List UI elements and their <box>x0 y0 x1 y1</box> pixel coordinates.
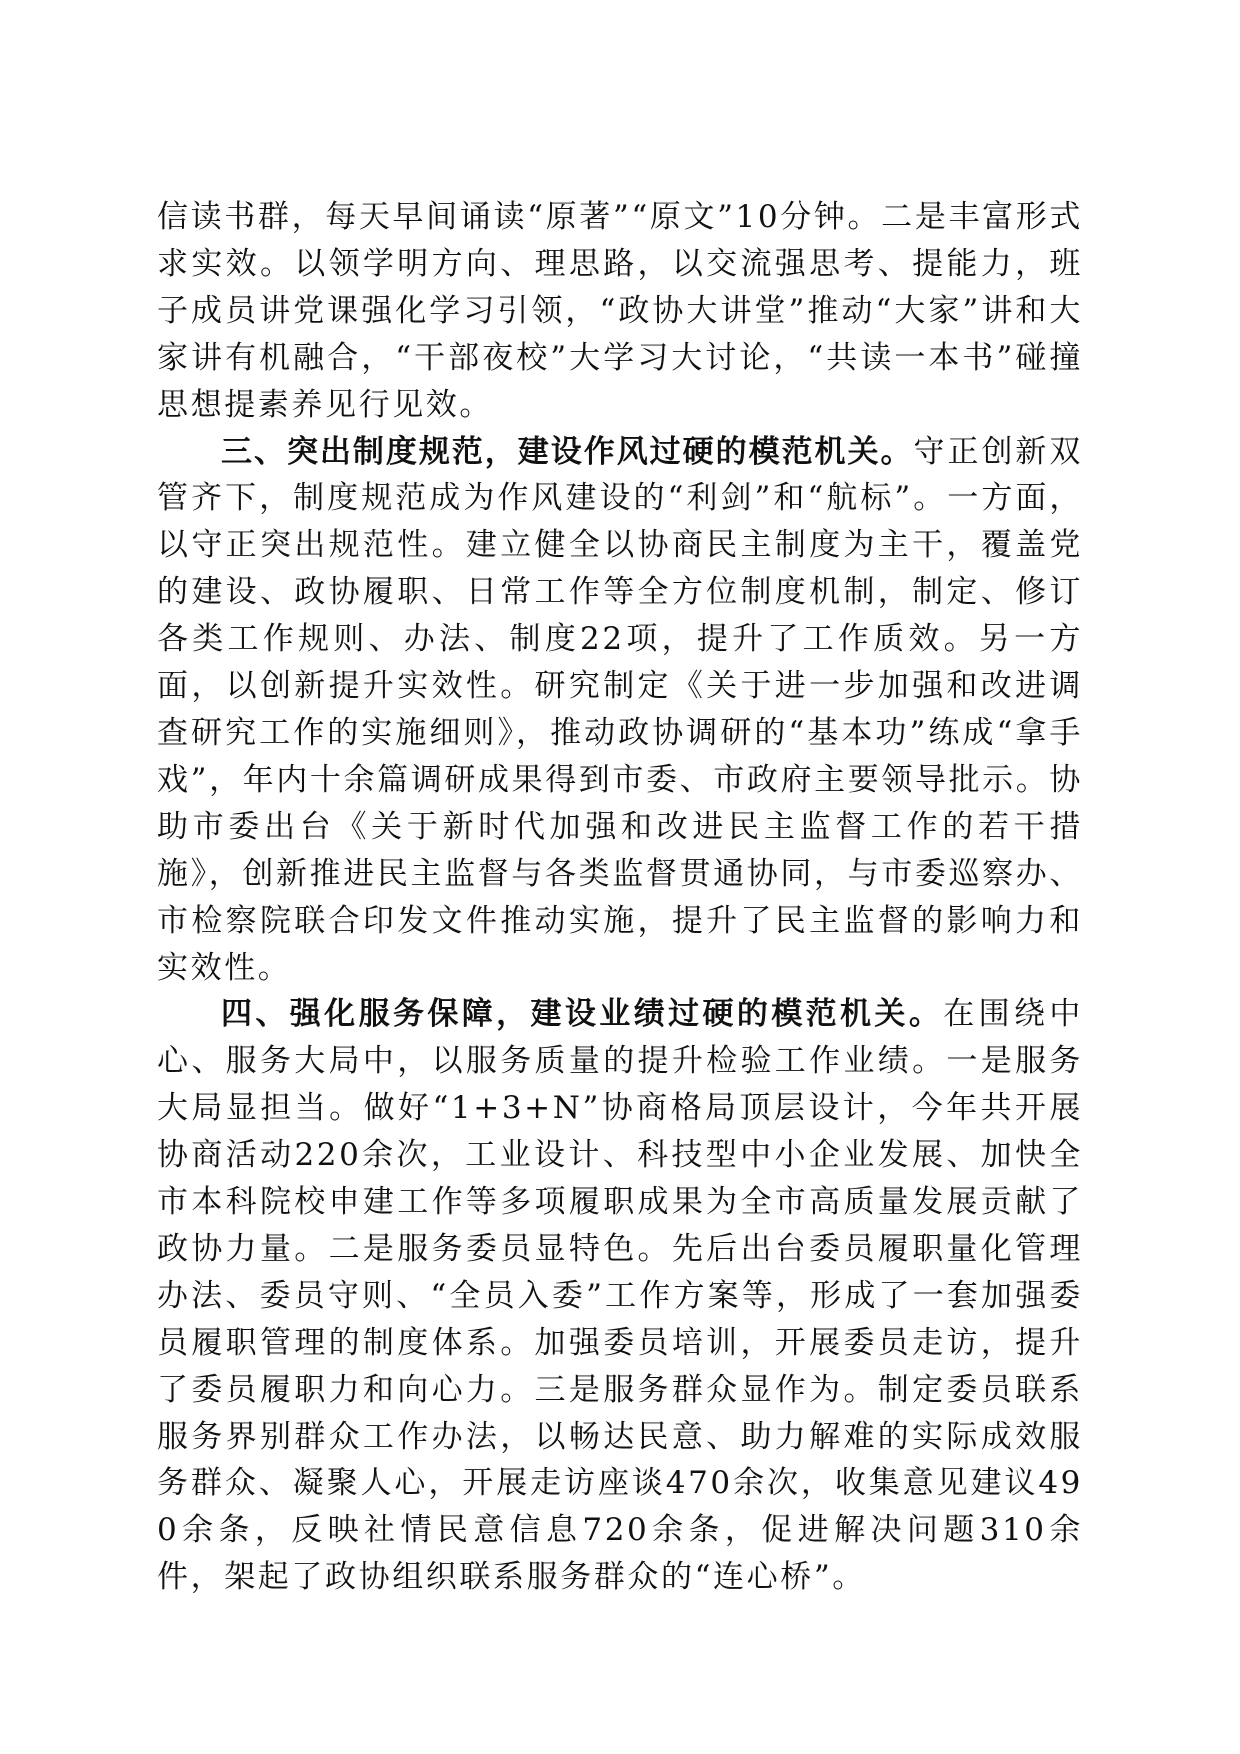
section-heading-four: 四、强化服务保障，建设业绩过硬的模范机关。 <box>221 996 944 1033</box>
section-heading-three: 三、突出制度规范，建设作风过硬的模范机关。 <box>221 433 914 470</box>
paragraph-continued-study <box>157 194 1083 429</box>
paragraph-text: 守正创新双管齐下，制度规范成为作风建设的“利剑”和“航标”。一方面，以守正突出规范性。建立健全以协商民主制度为主干，覆盖党的建设、政协履职、日常工作等全方位制度机制，制定、修订各类工作规则、办法、制度22项，提升了工作质效。另一方面，以创新提升实效性。研究制定《关于进一步加强和改进调查研究工作的实施细则》，推动政协调研的“基本功”练成“拿手戏”，年内十余篇调研成果得到市委、市政府主要领导批示。协助市委出台《关于新时代加强和改进民主监督工作的若干措施》，创新推进民主监督与各类监督贯通协同，与市委巡察办、市检察院联合印发文件推动实施，提升了民主监督的影响力和实效性。 <box>157 433 1084 986</box>
paragraph-service-guarantee <box>157 991 1083 1601</box>
paragraph-text: 信读书群，每天早间诵读“原著”“原文”10分钟。二是丰富形式求实效。以领学明方向、理思路，以交流强思考、提能力，班子成员讲党课强化学习引领，“政协大讲堂”推动“大家”讲和大家讲有机融合，“干部夜校”大学习大讨论，“共读一本书”碰撞思想提素养见行见效。 <box>157 199 1083 423</box>
paragraph-text: 在围绕中心、服务大局中，以服务质量的提升检验工作业绩。一是服务大局显担当。做好“1+3+N”协商格局顶层设计，今年共开展协商活动220余次，工业设计、科技型中小企业发展、加快全市本科院校申建工作等多项履职成果为全市高质量发展贡献了政协力量。二是服务委员显特色。先后出台委员履职量化管理办法、委员守则、“全员入委”工作方案等，形成了一套加强委员履职管理的制度体系。加强委员培训，开展委员走访，提升了委员履职力和向心力。三是服务群众显作为。制定委员联系服务界别群众工作办法，以畅达民意、助力解难的实际成效服务群众、凝聚人心，开展走访座谈470余次，收集意见建议490余条，反映社情民意信息720余条，促进解决问题310余件，架起了政协组织联系服务群众的“连心桥”。 <box>157 996 1083 1596</box>
document-body <box>157 194 1083 1601</box>
paragraph-institutional-norms <box>157 429 1083 992</box>
